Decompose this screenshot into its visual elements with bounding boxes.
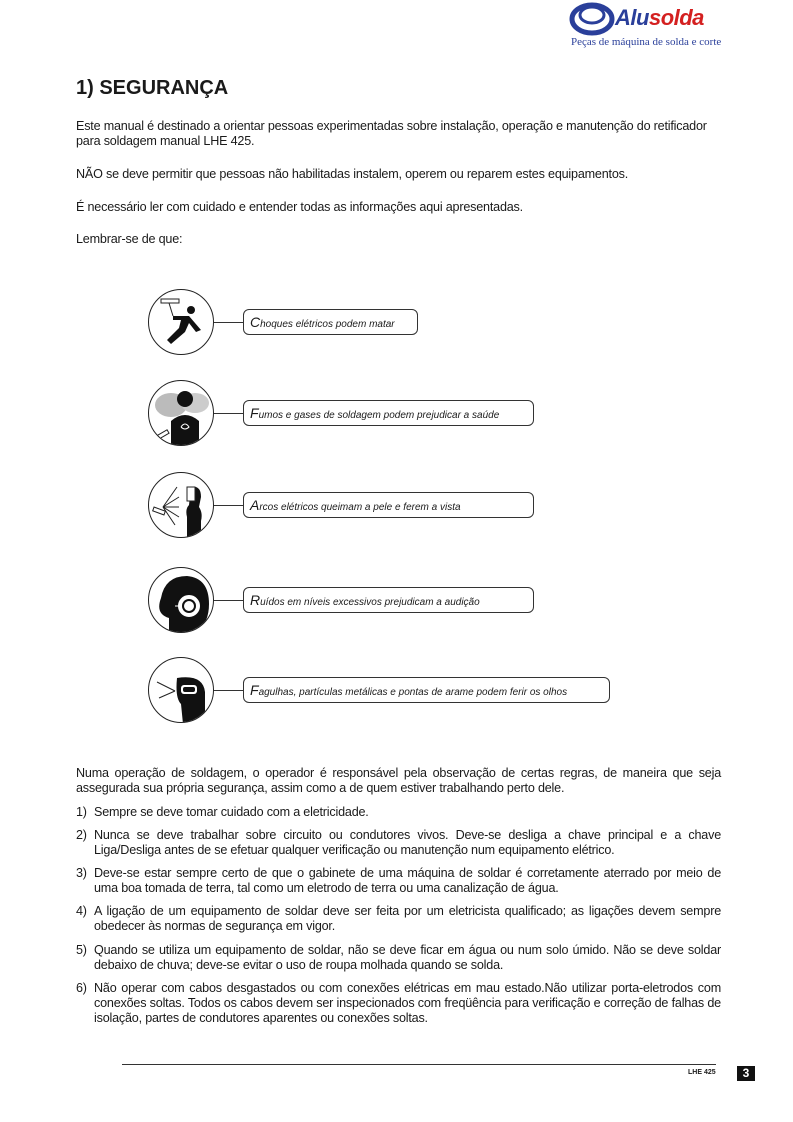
warning-label: Fumos e gases de soldagem podem prejudicar a saúde <box>243 400 534 426</box>
section-title: 1) SEGURANÇA <box>76 77 229 99</box>
footer-rule <box>122 1064 716 1065</box>
logo-tagline: Peças de máquina de solda e corte <box>571 36 722 48</box>
intro-paragraph-2: NÃO se deve permitir que pessoas não habilitadas instalem, operem ou reparem estes equipamentos. <box>76 167 629 181</box>
fumes-icon <box>148 380 214 446</box>
logo-swoosh-icon <box>568 2 618 38</box>
electric-shock-icon <box>148 289 214 355</box>
rule-item: 4) A ligação de um equipamento de soldar deve ser feita por um eletricista qualificado; as ligações devem sempre obedecer às normas de segurança em vigor. <box>76 904 721 933</box>
rule-item: 2) Nunca se deve trabalhar sobre circuito ou condutores vivos. Deve-se desliga a chave principal e a chave Liga/Desliga antes de se efetuar qualquer verificação ou manutenção num equipamento elétrico. <box>76 828 721 857</box>
logo-brand-b: solda <box>648 5 704 30</box>
intro-paragraph-4: Lembrar-se de que: <box>76 232 183 246</box>
rule-item: 3) Deve-se estar sempre certo de que o gabinete de uma máquina de soldar é corretamente aterrado por meio de uma boa tomada de terra, tal como um eletrodo de terra ou uma canalização de água. <box>76 866 721 895</box>
rule-item: 1) Sempre se deve tomar cuidado com a eletricidade. <box>76 805 369 819</box>
sparks-icon <box>148 657 214 723</box>
noise-icon <box>148 567 214 633</box>
page-number: 3 <box>737 1066 755 1081</box>
logo-brand-a: Alu <box>615 5 649 30</box>
arc-rays-icon <box>148 472 214 538</box>
rule-item: 5) Quando se utiliza um equipamento de soldar, não se deve ficar em água ou num solo úmido. Não se deve soldar debaixo de chuva; deve-se evitar o uso de roupa molhada quando se solda. <box>76 943 721 972</box>
warning-label: Ruídos em níveis excessivos prejudicam a audição <box>243 587 534 613</box>
intro-paragraph-1: Este manual é destinado a orientar pessoas experimentadas sobre instalação, operação e manutenção do retificador para soldagem manual LHE 425. <box>76 119 707 148</box>
warning-label: Arcos elétricos queimam a pele e ferem a vista <box>243 492 534 518</box>
warning-label: Choques elétricos podem matar <box>243 309 418 335</box>
warning-label: Fagulhas, partículas metálicas e pontas de arame podem ferir os olhos <box>243 677 610 703</box>
intro-paragraph-3: É necessário ler com cuidado e entender todas as informações aqui apresentadas. <box>76 200 523 214</box>
alusolda-logo <box>565 2 725 52</box>
footer-model: LHE 425 <box>688 1069 716 1076</box>
operation-intro: Numa operação de soldagem, o operador é responsável pela observação de certas regras, de maneira que seja assegurada sua própria segurança, assim como a de quem estiver trabalhando perto dele. <box>76 766 721 795</box>
rule-item: 6) Não operar com cabos desgastados ou com conexões elétricas em mau estado.Não utilizar porta-eletrodos com conexões soltas. Todos os cabos devem ser inspecionados com freqüência para verificação e correção de falhas de isolação, partes de condutores aparentes ou conexões soltas. <box>76 981 721 1025</box>
